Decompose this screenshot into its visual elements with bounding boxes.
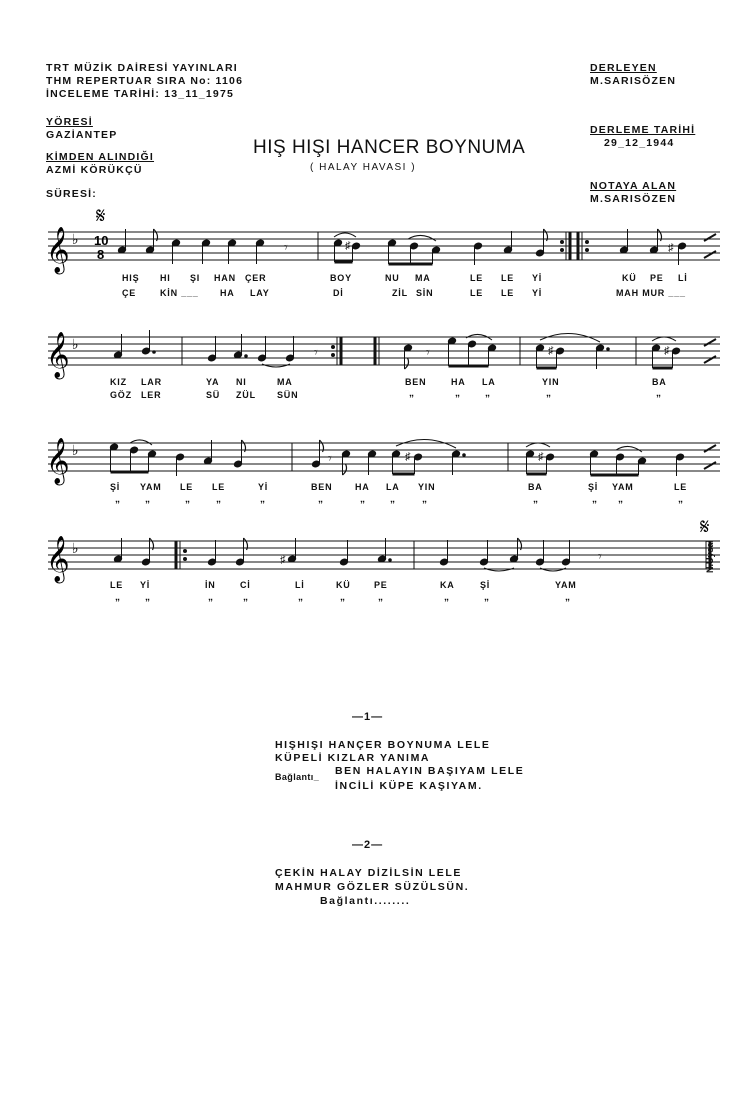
- lyric-syllable: HIŞ: [122, 273, 140, 283]
- lyric-syllable: PE: [650, 273, 664, 283]
- lyric-syllable: Yİ: [532, 288, 543, 298]
- source-label: KİMDEN ALINDIĞI: [46, 151, 155, 163]
- verse-2-number: —2—: [352, 839, 384, 851]
- ditto-mark: „: [216, 494, 221, 505]
- lyric-syllable: BOY: [330, 273, 352, 283]
- ditto-mark: „: [208, 592, 213, 603]
- song-subtitle: ( HALAY HAVASI ): [310, 162, 417, 173]
- ditto-mark: „: [360, 494, 365, 505]
- lyric-syllable: MA: [415, 273, 431, 283]
- review-date-line: İNCELEME TARİHİ: 13_11_1975: [46, 88, 235, 100]
- source-value: AZMİ KÖRÜKÇÜ: [46, 164, 143, 176]
- lyric-syllable: HA: [220, 288, 235, 298]
- svg-text:♯: ♯: [280, 554, 286, 566]
- lyric-syllable: Cİ: [240, 580, 251, 590]
- svg-text:𝄾: 𝄾: [284, 239, 288, 255]
- ditto-mark: „: [390, 494, 395, 505]
- time-signature-bottom: 8: [97, 247, 105, 262]
- svg-text:𝄾: 𝄾: [426, 344, 430, 360]
- verse-1-line-2: KÜPELİ KIZLAR YANIMA: [275, 752, 431, 764]
- lyric-syllable: BA: [652, 377, 667, 387]
- staff-system-1: [0, 207, 750, 277]
- svg-text:𝄾: 𝄾: [598, 548, 602, 564]
- lyric-syllable: YIN: [542, 377, 560, 387]
- staff-lines: [48, 541, 720, 569]
- lyric-syllable: BEN: [405, 377, 427, 387]
- lyric-syllable: LE: [180, 482, 194, 492]
- staff-system-2: [0, 312, 750, 382]
- lyric-syllable: YAM: [140, 482, 162, 492]
- lyric-syllable: Şİ: [110, 482, 121, 492]
- region-block: [46, 116, 117, 142]
- lyric-syllable: SİN: [416, 288, 434, 298]
- engraver-signature: N.Uysal: [705, 539, 715, 573]
- lyric-syllable: Şİ: [480, 580, 491, 590]
- region-label: YÖRESİ: [46, 116, 93, 128]
- svg-text:♯: ♯: [664, 345, 670, 357]
- ditto-mark: „: [455, 388, 460, 399]
- treble-clef-icon: 𝄞: [46, 536, 70, 582]
- lyric-syllable: Lİ: [678, 273, 688, 283]
- lyric-syllable: HA: [451, 377, 466, 387]
- publisher-block: [46, 62, 243, 101]
- segno-symbol: 𝄋: [96, 207, 106, 229]
- svg-text:♯: ♯: [668, 242, 674, 254]
- ditto-mark: „: [409, 388, 414, 399]
- lyric-syllable: Dİ: [333, 288, 344, 298]
- svg-text:♯: ♯: [548, 345, 554, 357]
- ditto-mark: „: [546, 388, 551, 399]
- lyric-syllable: LA: [482, 377, 496, 387]
- key-flat-icon: ♭: [72, 232, 79, 248]
- lyric-syllable: YAM: [612, 482, 634, 492]
- lyric-syllable: BA: [528, 482, 543, 492]
- compile-date-block: [590, 124, 695, 150]
- lyric-syllable: YA: [206, 377, 220, 387]
- verse-1-bridge-label: Bağlantı_: [275, 772, 320, 782]
- lyric-syllable: MA: [277, 377, 293, 387]
- lyric-syllable: PE: [374, 580, 388, 590]
- verse-1-number: —1—: [352, 711, 384, 723]
- verse-1-line-3: BEN HALAYIN BAŞIYAM LELE: [335, 765, 525, 777]
- lyric-syllable: LAY: [250, 288, 270, 298]
- key-flat-icon: ♭: [72, 541, 79, 557]
- lyric-syllable: LE: [674, 482, 688, 492]
- lyric-syllable: LAR: [141, 377, 162, 387]
- verse-1-line-1: HIŞHIŞI HANÇER BOYNUMA LELE: [275, 739, 491, 751]
- compile-date-value: 29_12_1944: [604, 137, 675, 149]
- ditto-mark: „: [444, 592, 449, 603]
- verse-1-line-4: İNCİLİ KÜPE KAŞIYAM.: [335, 780, 483, 792]
- svg-text:♯: ♯: [405, 451, 411, 463]
- ditto-mark: „: [378, 592, 383, 603]
- lyric-syllable: LER: [141, 390, 162, 400]
- verse-2-line-1: ÇEKİN HALAY DİZİLSİN LELE: [275, 867, 463, 879]
- lyric-syllable: HAN: [214, 273, 236, 283]
- ditto-mark: „: [678, 494, 683, 505]
- lyric-syllable: MAH MUR ___: [616, 288, 686, 298]
- time-signature-top: 10: [94, 233, 109, 248]
- lyric-syllable: ŞI: [190, 273, 201, 283]
- ditto-mark: „: [298, 592, 303, 603]
- lyric-syllable: YAM: [555, 580, 577, 590]
- lyric-syllable: KÜ: [336, 580, 351, 590]
- lyric-syllable: ZÜL: [236, 390, 256, 400]
- compiler-label: DERLEYEN: [590, 62, 657, 74]
- ditto-mark: „: [145, 592, 150, 603]
- ditto-mark: „: [485, 388, 490, 399]
- svg-text:♯: ♯: [538, 451, 544, 463]
- lyric-syllable: Yİ: [532, 273, 543, 283]
- ditto-mark: „: [243, 592, 248, 603]
- lyric-syllable: SÜ: [206, 390, 221, 400]
- staff-lines: [48, 232, 720, 260]
- lyric-syllable: KİN ___: [160, 288, 199, 298]
- treble-clef-icon: 𝄞: [46, 438, 70, 484]
- lyric-syllable: ÇER: [245, 273, 267, 283]
- lyric-syllable: LE: [110, 580, 124, 590]
- ditto-mark: „: [422, 494, 427, 505]
- lyric-syllable: Yİ: [258, 482, 269, 492]
- ditto-mark: „: [592, 494, 597, 505]
- lyric-syllable: HA: [355, 482, 370, 492]
- publisher-line: TRT MÜZİK DAİRESİ YAYINLARI: [46, 62, 238, 74]
- lyric-syllable: KA: [440, 580, 455, 590]
- lyric-syllable: LE: [470, 288, 484, 298]
- lyric-syllable: GÖZ: [110, 390, 132, 400]
- compiler-block: [590, 62, 676, 88]
- source-block: [46, 151, 154, 177]
- lyric-syllable: Şİ: [588, 482, 599, 492]
- lyric-syllable: LE: [470, 273, 484, 283]
- ditto-mark: „: [618, 494, 623, 505]
- ditto-mark: „: [115, 592, 120, 603]
- svg-text:𝄾: 𝄾: [314, 344, 318, 360]
- treble-clef-icon: 𝄞: [46, 227, 70, 273]
- lyric-syllable: NI: [236, 377, 247, 387]
- verse-2-bridge: Bağlantı........: [320, 895, 411, 907]
- duration-label: SÜRESİ:: [46, 188, 97, 200]
- notation-block: [590, 180, 676, 206]
- ditto-mark: „: [340, 592, 345, 603]
- lyric-syllable: KÜ: [622, 273, 637, 283]
- ditto-mark: „: [115, 494, 120, 505]
- lyric-syllable: YIN: [418, 482, 436, 492]
- lyric-syllable: LE: [501, 273, 515, 283]
- lyric-syllable: Lİ: [295, 580, 305, 590]
- ditto-mark: „: [185, 494, 190, 505]
- region-value: GAZİANTEP: [46, 129, 118, 141]
- compiler-value: M.SARISÖZEN: [590, 75, 677, 87]
- lyric-syllable: LE: [501, 288, 515, 298]
- key-flat-icon: ♭: [72, 337, 79, 353]
- notation-value: M.SARISÖZEN: [590, 193, 677, 205]
- compile-date-label: DERLEME TARİHİ: [590, 124, 696, 136]
- ditto-mark: „: [318, 494, 323, 505]
- lyric-syllable: BEN: [311, 482, 333, 492]
- ditto-mark: „: [656, 388, 661, 399]
- ditto-mark: „: [260, 494, 265, 505]
- lyric-syllable: Yİ: [140, 580, 151, 590]
- repertoire-line: THM REPERTUAR SIRA No: 1106: [46, 75, 244, 87]
- notes: [113, 330, 716, 369]
- svg-text:𝄾: 𝄾: [328, 450, 332, 466]
- ditto-mark: „: [565, 592, 570, 603]
- lyric-syllable: SÜN: [277, 390, 299, 400]
- ditto-mark: „: [533, 494, 538, 505]
- lyric-syllable: NU: [385, 273, 400, 283]
- song-title: HIŞ HIŞI HANCER BOYNUMA: [253, 137, 526, 158]
- treble-clef-icon: 𝄞: [46, 332, 70, 378]
- lyric-syllable: HI: [160, 273, 171, 283]
- lyric-syllable: LE: [212, 482, 226, 492]
- lyric-syllable: KIZ: [110, 377, 127, 387]
- lyric-syllable: ZİL: [392, 288, 408, 298]
- lyric-syllable: LA: [386, 482, 400, 492]
- verse-2-line-2: MAHMUR GÖZLER SÜZÜLSÜN.: [275, 881, 470, 893]
- lyric-syllable: İN: [205, 580, 216, 590]
- ditto-mark: „: [484, 592, 489, 603]
- key-flat-icon: ♭: [72, 443, 79, 459]
- staff-system-3: [0, 418, 750, 488]
- lyric-syllable: ÇE: [122, 288, 137, 298]
- svg-text:♯: ♯: [345, 240, 351, 252]
- notation-label: NOTAYA ALAN: [590, 180, 677, 192]
- ditto-mark: „: [145, 494, 150, 505]
- staff-system-4: [0, 516, 750, 586]
- segno-symbol-end: 𝄋: [700, 516, 710, 540]
